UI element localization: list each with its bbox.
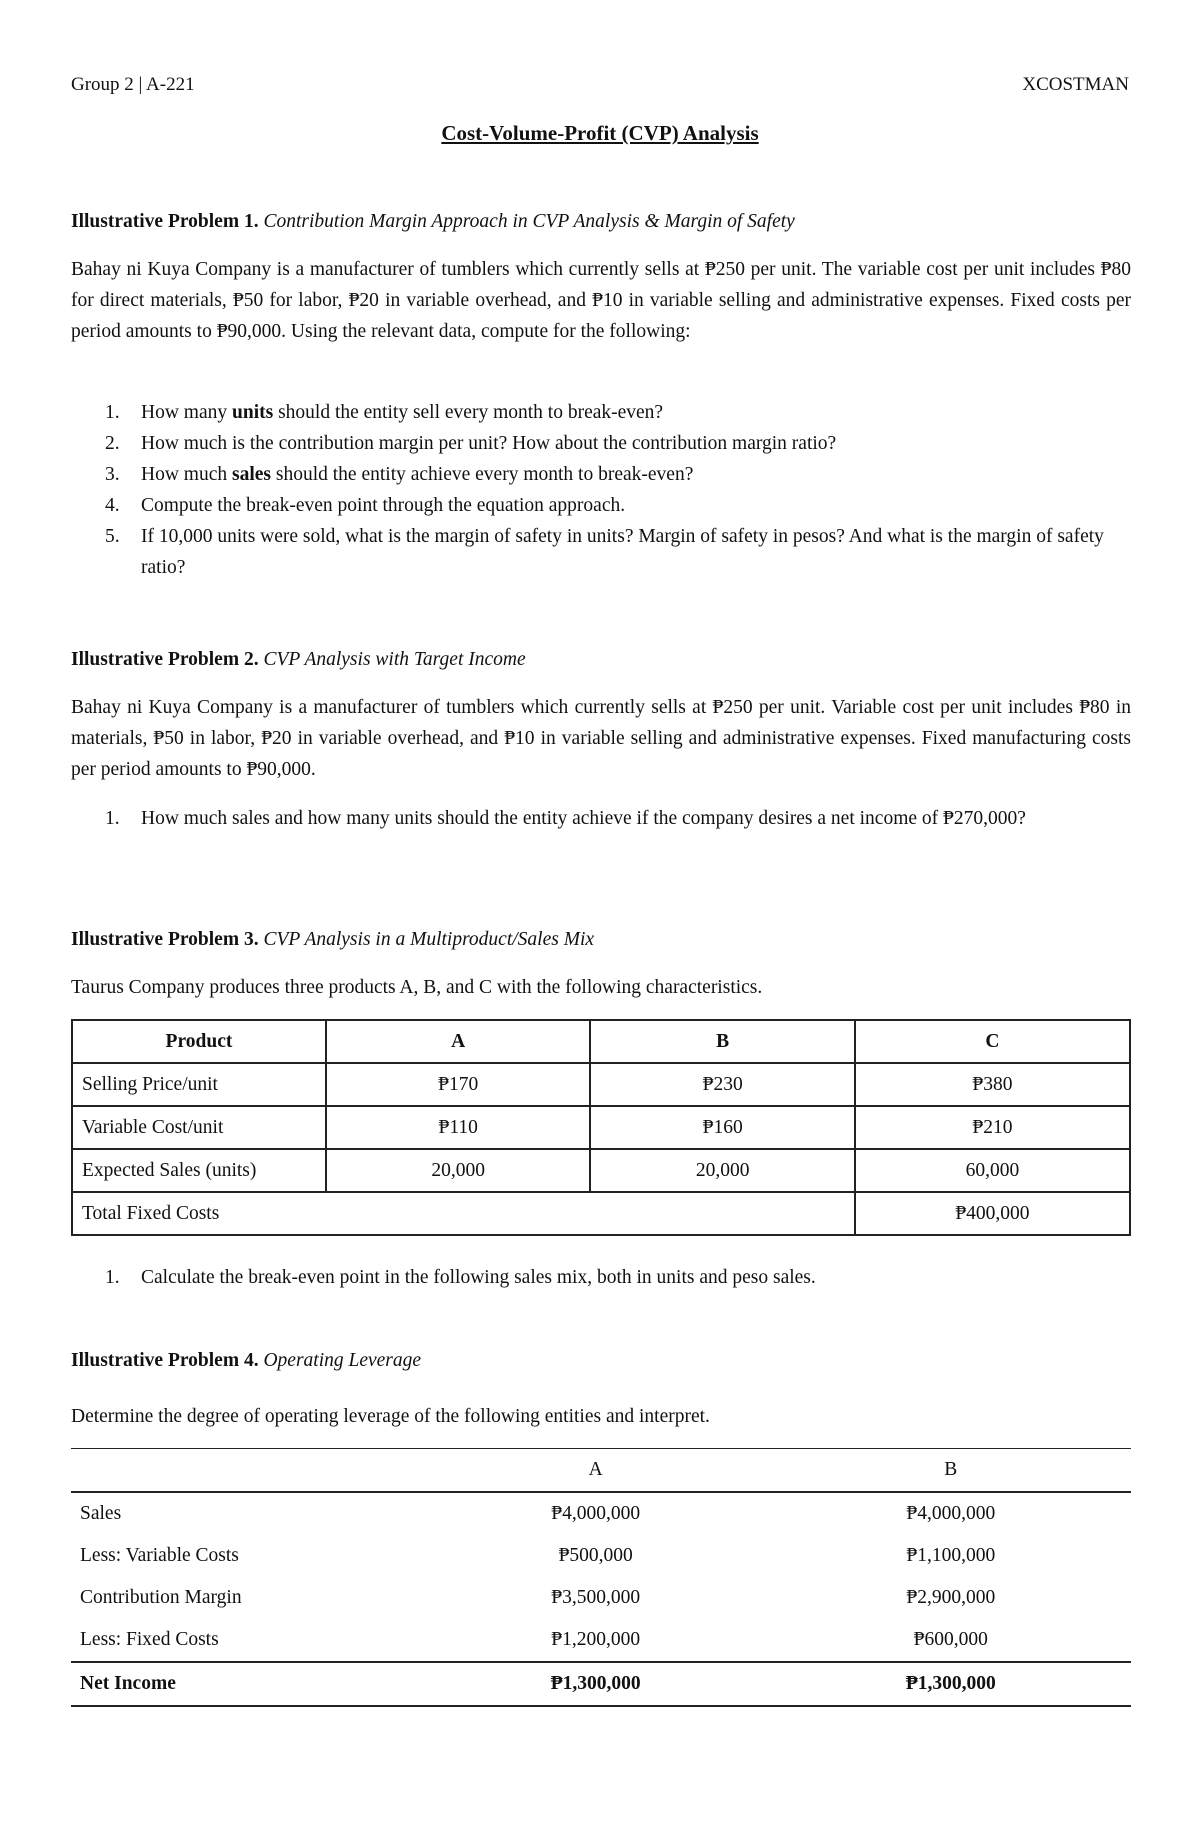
table-cell: ₱1,200,000 (551, 1629, 641, 1650)
question-text: How much (141, 464, 232, 485)
table-total-row (72, 1192, 1130, 1235)
list-item (71, 521, 1131, 583)
table-cell: 60,000 (855, 1149, 1130, 1192)
problem3-paragraph: Taurus Company produces three products A, B, and C with the following characteristics. (71, 977, 763, 998)
question-text: How much sales and how many units should the entity achieve if the company desires a net income of ₱270,000? (141, 808, 1026, 829)
list-item (71, 459, 1131, 490)
table-total-row (71, 1662, 1131, 1706)
question-text: How many (141, 402, 232, 423)
problem2-heading (71, 649, 1131, 671)
list-number: 1. (105, 402, 120, 423)
table-cell: ₱4,000,000 (551, 1503, 641, 1524)
table-cell: Expected Sales (units) (72, 1149, 326, 1192)
table-cell: ₱380 (855, 1063, 1130, 1106)
table-header-cell: B (771, 1449, 1131, 1493)
table-cell: ₱1,300,000 (421, 1662, 771, 1706)
problem1-question-list (71, 397, 1131, 583)
question-text: How much is the contribution margin per unit? How about the contribution margin ratio? (141, 433, 837, 454)
table-cell: Contribution Margin (80, 1587, 242, 1608)
table-row (71, 1492, 1131, 1535)
table-row (71, 1535, 1131, 1577)
problem4-paragraph: Determine the degree of operating leverage of the following entities and interpret. (71, 1406, 710, 1427)
table-cell: ₱170 (326, 1063, 591, 1106)
operating-leverage-table (71, 1448, 1131, 1707)
table-header-cell: A (421, 1449, 771, 1493)
problem3-question-list (71, 1262, 1131, 1293)
table-cell: ₱160 (590, 1106, 855, 1149)
table-cell: Net Income (71, 1662, 421, 1706)
problem4-subtitle: Operating Leverage (263, 1350, 422, 1371)
table-cell: ₱600,000 (913, 1629, 988, 1650)
table-row (71, 1577, 1131, 1619)
table-row (72, 1106, 1130, 1149)
table-cell: 20,000 (326, 1149, 591, 1192)
table-cell: Sales (80, 1503, 122, 1524)
problem3-subtitle: CVP Analysis in a Multiproduct/Sales Mix (263, 929, 595, 950)
table-header-row (71, 1449, 1131, 1493)
problem2-label: Illustrative Problem 2. (71, 649, 259, 670)
table-cell: ₱4,000,000 (906, 1503, 996, 1524)
table-header-cell (71, 1449, 421, 1493)
list-number: 1. (105, 808, 120, 829)
list-item (71, 1262, 1131, 1293)
table-cell: Selling Price/unit (72, 1063, 326, 1106)
problem4-heading (71, 1350, 1131, 1372)
problem4-label: Illustrative Problem 4. (71, 1350, 259, 1371)
header-course: XCOSTMAN (1022, 74, 1129, 95)
list-number: 5. (105, 526, 120, 547)
table-cell: Less: Fixed Costs (80, 1629, 219, 1650)
table-header-row (72, 1020, 1130, 1063)
list-number: 3. (105, 464, 120, 485)
problem2-subtitle: CVP Analysis with Target Income (263, 649, 526, 670)
list-number: 2. (105, 433, 120, 454)
page-title: Cost-Volume-Profit (CVP) Analysis (441, 121, 759, 145)
problem3-heading (71, 929, 1131, 951)
header-group: Group 2 | A-221 (71, 74, 195, 95)
list-item (71, 428, 1131, 459)
table-cell: Total Fixed Costs (72, 1192, 855, 1235)
product-characteristics-table (71, 1019, 1131, 1236)
question-text: If 10,000 units were sold, what is the margin of safety in units? Margin of safety in pesos? And what is the margin of safety ratio? (141, 526, 1104, 578)
problem1-subtitle: Contribution Margin Approach in CVP Analysis & Margin of Safety (263, 211, 795, 232)
question-text: Calculate the break-even point in the following sales mix, both in units and peso sales. (141, 1267, 816, 1288)
question-emphasis: units (232, 402, 274, 423)
list-number: 1. (105, 1267, 120, 1288)
table-header-cell: B (590, 1020, 855, 1063)
list-item (71, 397, 1131, 428)
table-cell: ₱2,900,000 (906, 1587, 996, 1608)
problem1-heading (71, 211, 1131, 233)
table-cell: ₱230 (590, 1063, 855, 1106)
table-cell: ₱500,000 (558, 1545, 633, 1566)
question-emphasis: sales (232, 464, 271, 485)
table-cell: Less: Variable Costs (80, 1545, 239, 1566)
question-text: Compute the break-even point through the equation approach. (141, 495, 626, 516)
table-cell: Variable Cost/unit (72, 1106, 326, 1149)
table-cell: ₱110 (326, 1106, 591, 1149)
list-number: 4. (105, 495, 120, 516)
list-item (71, 490, 1131, 521)
table-row (72, 1149, 1130, 1192)
question-text: should the entity achieve every month to break-even? (271, 464, 694, 485)
problem3-label: Illustrative Problem 3. (71, 929, 259, 950)
problem2-question-list (71, 803, 1131, 834)
problem1-paragraph: Bahay ni Kuya Company is a manufacturer of tumblers which currently sells at ₱250 per unit. The variable cost per unit includes ₱80 for direct materials, ₱50 for labor, ₱20 in variable overhead, and ₱10 in variable selling and administrative expenses. Fixed costs per period amounts to ₱90,000. Using the relevant data, compute for the following: (71, 259, 1131, 342)
table-header-cell: C (855, 1020, 1130, 1063)
table-cell: ₱210 (855, 1106, 1130, 1149)
table-row (71, 1619, 1131, 1662)
table-cell: ₱3,500,000 (551, 1587, 641, 1608)
table-header-cell: A (326, 1020, 591, 1063)
table-row (72, 1063, 1130, 1106)
list-item (71, 803, 1131, 834)
problem2-paragraph: Bahay ni Kuya Company is a manufacturer of tumblers which currently sells at ₱250 per unit. Variable cost per unit includes ₱80 in materials, ₱50 in labor, ₱20 in variable overhead, and ₱10 in variable selling and administrative expenses. Fixed manufacturing costs per period amounts to ₱90,000. (71, 697, 1131, 780)
table-header-cell: Product (72, 1020, 326, 1063)
question-text: should the entity sell every month to break-even? (273, 402, 664, 423)
table-cell: ₱1,100,000 (906, 1545, 996, 1566)
problem1-label: Illustrative Problem 1. (71, 211, 259, 232)
table-cell: 20,000 (590, 1149, 855, 1192)
table-cell: ₱400,000 (855, 1192, 1130, 1235)
table-cell: ₱1,300,000 (771, 1662, 1131, 1706)
